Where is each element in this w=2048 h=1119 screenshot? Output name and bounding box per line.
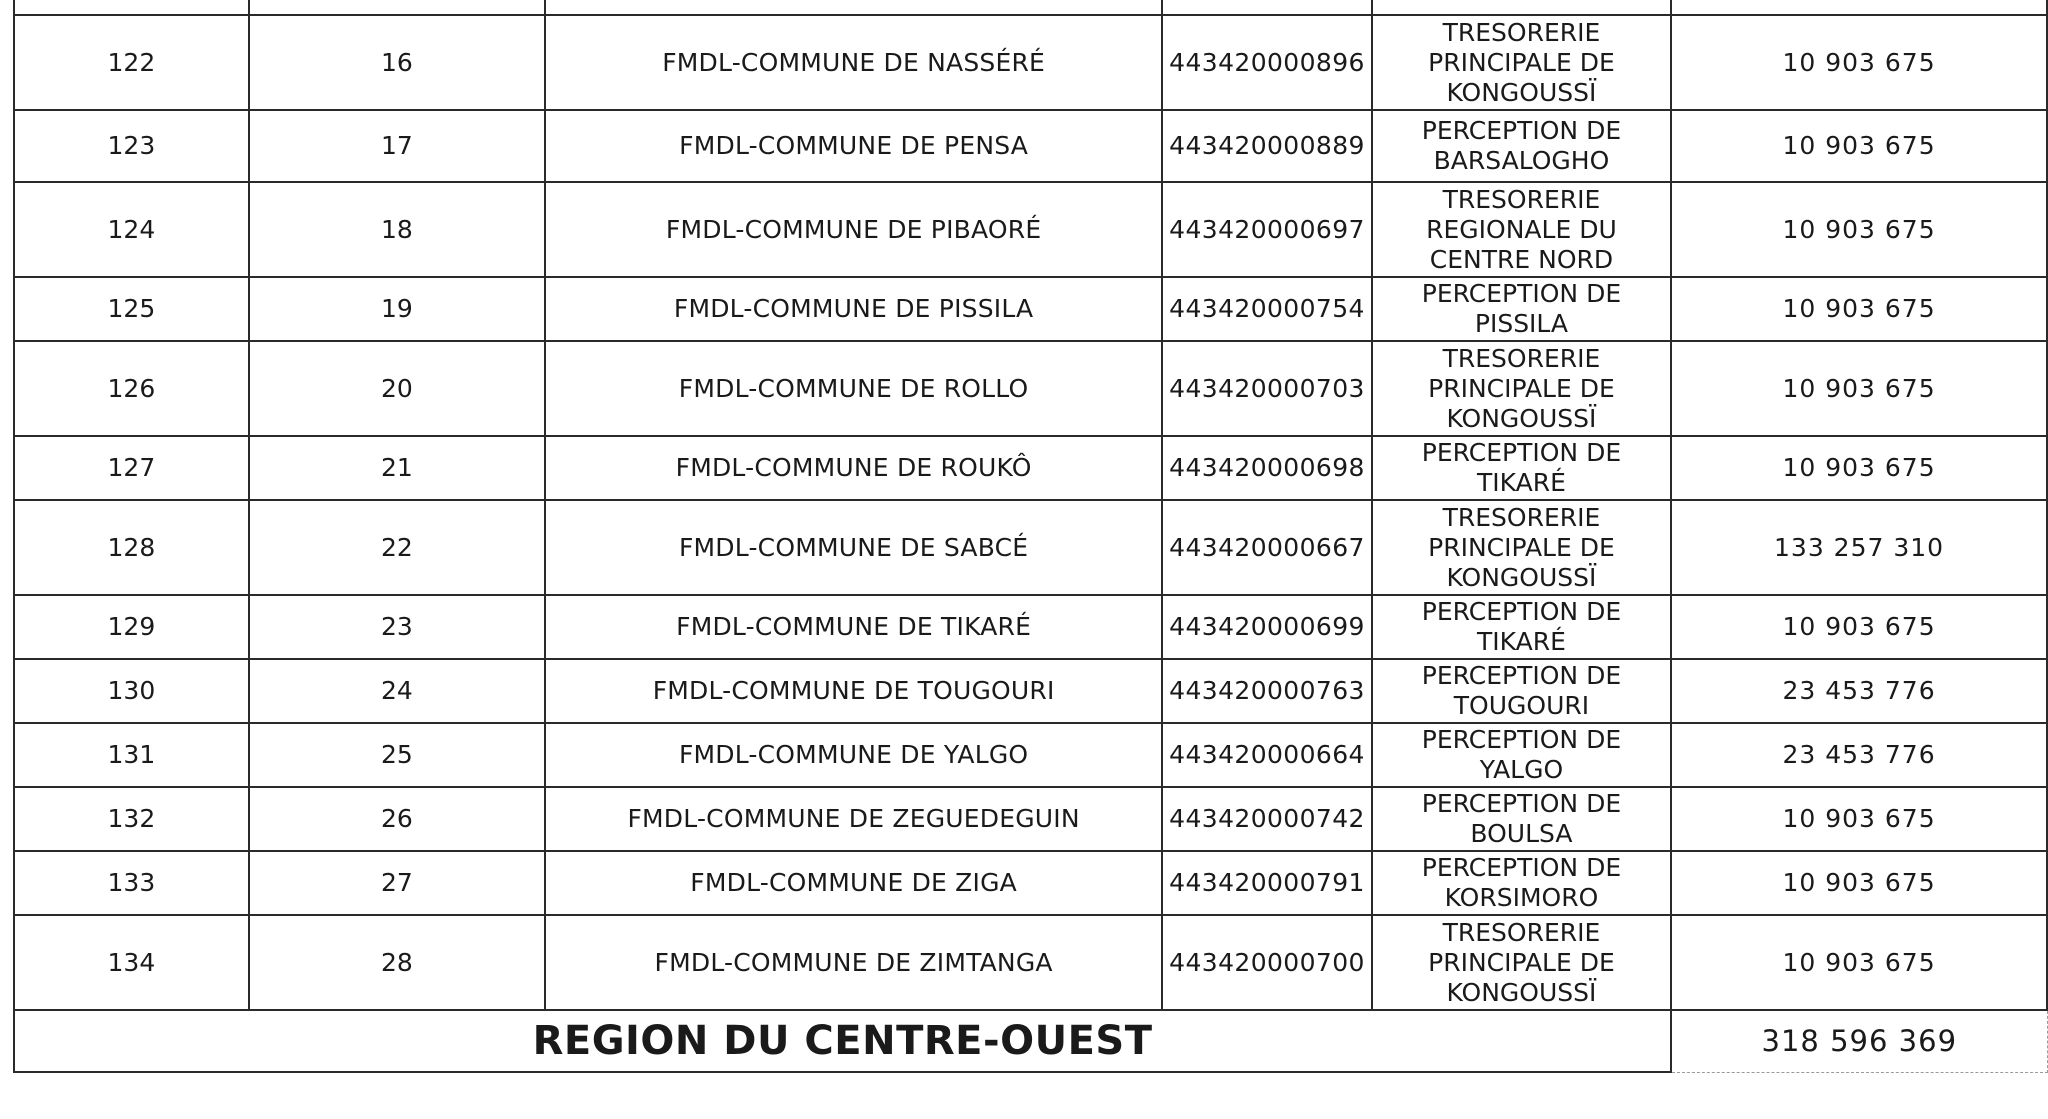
account-number: 443420000700 [1162, 915, 1372, 1010]
accounting-post-line: BARSALOGHO [1433, 146, 1610, 175]
table-row [14, 787, 2047, 851]
accounting-post-line: TRESORERIE [1442, 917, 1601, 947]
row-number: 124 [14, 182, 249, 277]
allocation-amount: 10 903 675 [1671, 851, 2047, 915]
row-number: 134 [14, 915, 249, 1010]
accounting-post [1372, 500, 1671, 595]
commune-name: FMDL-COMMUNE DE PIBAORÉ [545, 182, 1162, 277]
commune-name: FMDL-COMMUNE DE NASSÉRÉ [545, 15, 1162, 110]
accounting-post-line: KONGOUSSÏ [1446, 403, 1597, 433]
commune-allocation-table [13, 0, 2048, 1073]
table-row [14, 182, 2047, 277]
commune-name: FMDL-COMMUNE DE TIKARÉ [545, 595, 1162, 659]
accounting-post [1372, 659, 1671, 723]
account-number: 443420000664 [1162, 723, 1372, 787]
order-number: 27 [249, 851, 545, 915]
commune-name: FMDL-COMMUNE DE SABCÉ [545, 500, 1162, 595]
accounting-post-line: BOULSA [1470, 819, 1573, 848]
allocation-amount: 10 903 675 [1671, 182, 2047, 277]
order-number: 21 [249, 436, 545, 500]
accounting-post [1372, 110, 1671, 182]
accounting-post-line: KONGOUSSÏ [1446, 562, 1597, 592]
account-number: 443420000697 [1162, 182, 1372, 277]
table-cell [249, 0, 545, 15]
accounting-post-line: YALGO [1479, 755, 1564, 784]
account-number: 443420000742 [1162, 787, 1372, 851]
accounting-post-line: PRINCIPALE DE [1428, 373, 1615, 403]
row-number: 131 [14, 723, 249, 787]
allocation-amount: 23 453 776 [1671, 723, 2047, 787]
accounting-post-line: TRESORERIE [1442, 184, 1601, 214]
table-cell [545, 0, 1162, 15]
row-number: 132 [14, 787, 249, 851]
accounting-post [1372, 436, 1671, 500]
order-number: 20 [249, 341, 545, 436]
accounting-post [1372, 15, 1671, 110]
row-number: 123 [14, 110, 249, 182]
accounting-post-line: TRESORERIE [1442, 502, 1601, 532]
row-number: 122 [14, 15, 249, 110]
row-number: 130 [14, 659, 249, 723]
accounting-post-line: PERCEPTION DE [1421, 725, 1622, 754]
account-number: 443420000754 [1162, 277, 1372, 341]
accounting-post [1372, 341, 1671, 436]
commune-name: FMDL-COMMUNE DE ROUKÔ [545, 436, 1162, 500]
order-number: 24 [249, 659, 545, 723]
accounting-post-line: PERCEPTION DE [1421, 597, 1622, 626]
commune-name: FMDL-COMMUNE DE PENSA [545, 110, 1162, 182]
order-number: 23 [249, 595, 545, 659]
commune-name: FMDL-COMMUNE DE ZEGUEDEGUIN [545, 787, 1162, 851]
allocation-amount: 10 903 675 [1671, 341, 2047, 436]
account-number: 443420000763 [1162, 659, 1372, 723]
accounting-post-line: KONGOUSSÏ [1446, 977, 1597, 1007]
accounting-post-line: TOUGOURI [1453, 691, 1590, 720]
region-name: REGION DU CENTRE-OUEST [14, 1010, 1671, 1072]
region-total-amount: 318 596 369 [1671, 1010, 2047, 1072]
account-number: 443420000791 [1162, 851, 1372, 915]
commune-name: FMDL-COMMUNE DE PISSILA [545, 277, 1162, 341]
accounting-post [1372, 277, 1671, 341]
order-number: 28 [249, 915, 545, 1010]
accounting-post [1372, 851, 1671, 915]
region-total-row [14, 1010, 2047, 1072]
accounting-post-line: PRINCIPALE DE [1428, 47, 1615, 77]
order-number: 17 [249, 110, 545, 182]
allocation-amount: 10 903 675 [1671, 15, 2047, 110]
allocation-amount: 23 453 776 [1671, 659, 2047, 723]
row-number: 127 [14, 436, 249, 500]
row-number: 126 [14, 341, 249, 436]
accounting-post-line: REGIONALE DU [1426, 214, 1617, 244]
table-row [14, 277, 2047, 341]
account-number: 443420000703 [1162, 341, 1372, 436]
accounting-post-line: PRINCIPALE DE [1428, 532, 1615, 562]
order-number: 16 [249, 15, 545, 110]
table-row [14, 15, 2047, 110]
commune-name: FMDL-COMMUNE DE TOUGOURI [545, 659, 1162, 723]
commune-name: FMDL-COMMUNE DE ZIGA [545, 851, 1162, 915]
order-number: 18 [249, 182, 545, 277]
accounting-post-line: KONGOUSSÏ [1446, 77, 1597, 107]
order-number: 26 [249, 787, 545, 851]
table-cell [1372, 0, 1671, 15]
accounting-post-line: PRINCIPALE DE [1428, 947, 1615, 977]
commune-name: FMDL-COMMUNE DE ROLLO [545, 341, 1162, 436]
row-number: 125 [14, 277, 249, 341]
allocation-amount: 133 257 310 [1671, 500, 2047, 595]
table-row [14, 723, 2047, 787]
commune-name: FMDL-COMMUNE DE YALGO [545, 723, 1162, 787]
accounting-post-line: PERCEPTION DE [1421, 116, 1622, 145]
account-number: 443420000667 [1162, 500, 1372, 595]
accounting-post [1372, 595, 1671, 659]
accounting-post-line: PERCEPTION DE [1421, 438, 1622, 467]
account-number: 443420000896 [1162, 15, 1372, 110]
table-row [14, 851, 2047, 915]
accounting-post-line: PERCEPTION DE [1421, 661, 1622, 690]
accounting-post [1372, 915, 1671, 1010]
order-number: 19 [249, 277, 545, 341]
table-cell [1671, 0, 2047, 15]
account-number: 443420000699 [1162, 595, 1372, 659]
accounting-post-line: TRESORERIE [1442, 17, 1601, 47]
accounting-post [1372, 182, 1671, 277]
allocation-amount: 10 903 675 [1671, 915, 2047, 1010]
allocation-amount: 10 903 675 [1671, 277, 2047, 341]
table-row [14, 110, 2047, 182]
commune-name: FMDL-COMMUNE DE ZIMTANGA [545, 915, 1162, 1010]
accounting-post-line: CENTRE NORD [1429, 244, 1614, 274]
accounting-post [1372, 723, 1671, 787]
order-number: 25 [249, 723, 545, 787]
accounting-post-line: PERCEPTION DE [1421, 853, 1622, 882]
table-row [14, 436, 2047, 500]
accounting-post-line: TRESORERIE [1442, 343, 1601, 373]
row-number: 128 [14, 500, 249, 595]
table-row-stub [14, 0, 2047, 15]
allocation-amount: 10 903 675 [1671, 595, 2047, 659]
accounting-post-line: KORSIMORO [1444, 883, 1599, 912]
accounting-post-line: PERCEPTION DE [1421, 789, 1622, 818]
accounting-post-line: PISSILA [1474, 309, 1569, 338]
table-row [14, 659, 2047, 723]
allocation-amount: 10 903 675 [1671, 787, 2047, 851]
accounting-post-line: PERCEPTION DE [1421, 279, 1622, 308]
row-number: 133 [14, 851, 249, 915]
order-number: 22 [249, 500, 545, 595]
table-cell [14, 0, 249, 15]
accounting-post-line: TIKARÉ [1477, 627, 1566, 656]
table-row [14, 341, 2047, 436]
account-number: 443420000698 [1162, 436, 1372, 500]
table-cell [1162, 0, 1372, 15]
allocation-amount: 10 903 675 [1671, 110, 2047, 182]
table-row [14, 500, 2047, 595]
account-number: 443420000889 [1162, 110, 1372, 182]
table-row [14, 915, 2047, 1010]
table-body [14, 0, 2047, 1010]
accounting-post-line: TIKARÉ [1477, 468, 1566, 497]
allocation-amount: 10 903 675 [1671, 436, 2047, 500]
row-number: 129 [14, 595, 249, 659]
accounting-post [1372, 787, 1671, 851]
table-row [14, 595, 2047, 659]
